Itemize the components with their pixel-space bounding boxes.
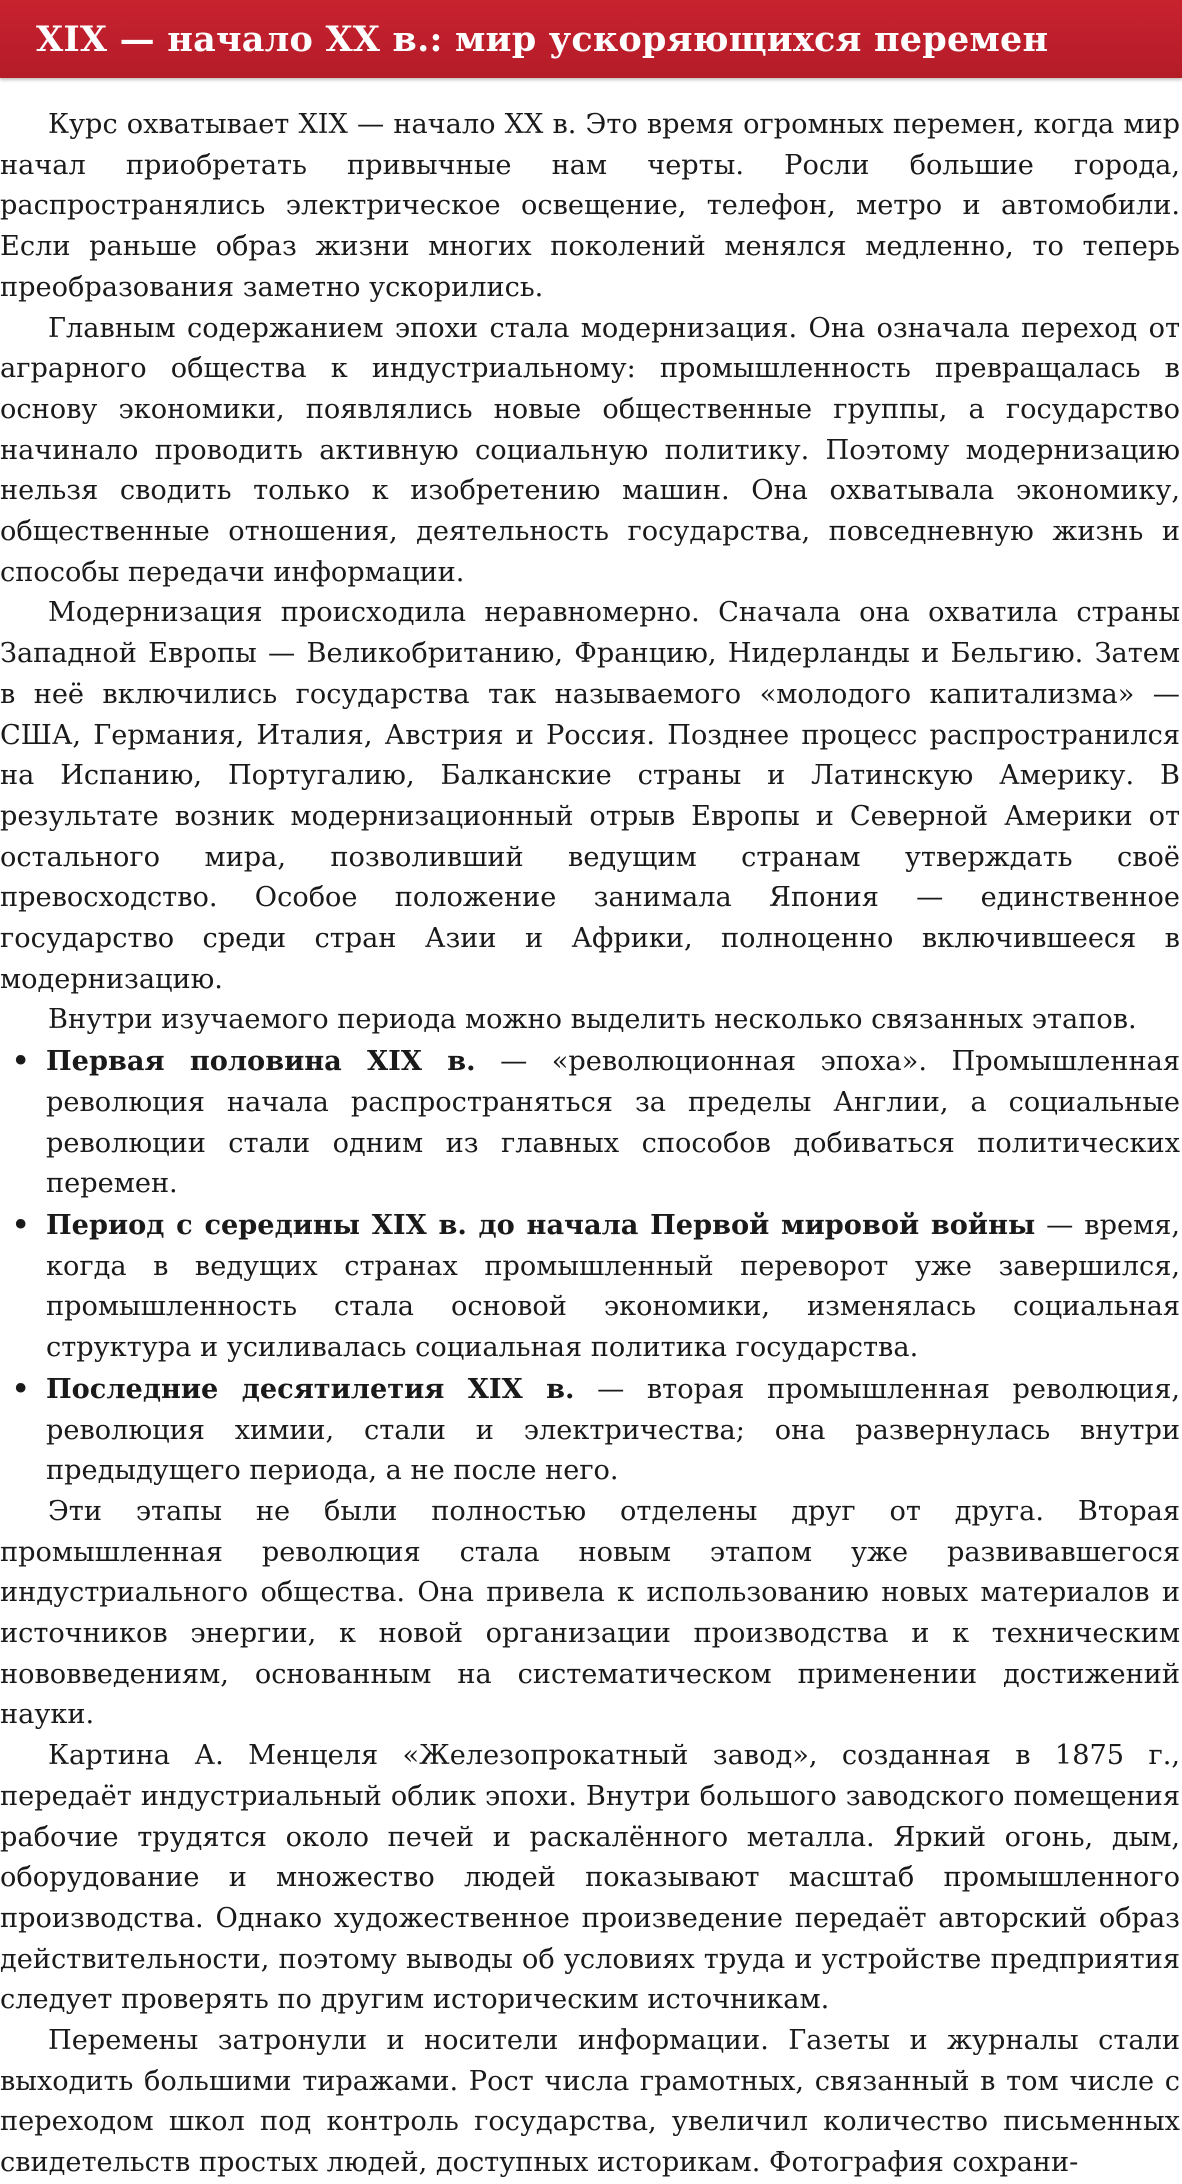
paragraph: Перемены затронули и носители информации. Газеты и журналы стали выходить большими тиражами. Рост числа грамотных, связанный в том числе с переходом школ под контроль государства, увеличил количество письменных свидетельств простых людей, доступных историкам. Фотография сохрани- <box>0 2025 1180 2179</box>
section-title: XIX — начало XX в.: мир ускоряющихся перемен <box>36 18 1049 60</box>
bullet-icon: • <box>12 1045 30 1078</box>
list-item-lead: Период с середины XIX в. до начала Первой мировой войны <box>46 1208 1036 1241</box>
list-item-text: — вторая промышленная революция, революция химии, стали и электричества; она развернулась внутри предыдущего периода, а не после него. <box>46 1373 1180 1487</box>
paragraph: Модернизация происходила неравномерно. Сначала она охватила страны Западной Европы — Великобританию, Францию, Нидерланды и Бельгию. Затем в неё включились государства так называемого «молодого капитализма» — США, Германия, Италия, Австрия и Россия. Позднее процесс распространился на Испанию, Португалию, Балканские страны и Латинскую Америку. В результате возник модернизационный отрыв Европы и Северной Америки от остального мира, позволивший ведущим странам утверждать своё превосходство. Особое положение занимала Япония — единственное государство среди стран Азии и Африки, полноценно включившееся в модернизацию. <box>0 597 1180 995</box>
list-item <box>0 1041 1180 1205</box>
period-list <box>0 1041 1180 1492</box>
paragraph: Картина А. Менцеля «Железопрокатный завод», созданная в 1875 г., передаёт индустриальный облик эпохи. Внутри большого заводского помещения рабочие трудятся около печей и раскалённого металла. Яркий огонь, дым, оборудование и множество людей показывают масштаб промышленного производства. Однако художественное произведение передаёт авторский образ действительности, поэтому выводы об условиях труда и устройстве предприятия следует проверять по другим историческим источникам. <box>0 1740 1180 2016</box>
list-item <box>0 1205 1180 1369</box>
paragraph: Эти этапы не были полностью отделены друг от друга. Вторая промышленная революция стала новым этапом уже развивавшегося индустриального общества. Она привела к использованию новых материалов и источников энергии, к новой организации производства и к техническим нововведениям, основанным на систематическом применении достижений науки. <box>0 1495 1180 1731</box>
main-text <box>0 105 1180 2184</box>
section-header-bar <box>0 0 1182 78</box>
list-item-lead: Первая половина XIX в. <box>46 1045 476 1078</box>
bullet-icon: • <box>12 1372 30 1405</box>
paragraph: Главным содержанием эпохи стала модернизация. Она означала переход от аграрного общества к индустриальному: промышленность превращалась в основу экономики, появлялись новые общественные группы, а государство начинало проводить активную социальную политику. Поэтому модернизацию нельзя сводить только к изобретению машин. Она охватывала экономику, общественные отношения, деятельность государства, повседневную жизнь и способы передачи информации. <box>0 312 1180 588</box>
list-item-lead: Последние десятилетия XIX в. <box>46 1372 575 1405</box>
list-item-text: — время, когда в ведущих странах промышленный переворот уже завершился, промышленность стала основой экономики, изменялась социальная структура и усиливалась социальная политика государства. <box>46 1209 1181 1364</box>
list-item-text: — «революционная эпоха». Промышленная революция начала распространяться за пределы Англии, а социальные революции стали одним из главных способов добиваться политических перемен. <box>46 1046 1180 1200</box>
paragraph: Курс охватывает XIX — начало XX в. Это время огромных перемен, когда мир начал приобретать привычные нам черты. Росли большие города, распространялись электрическое освещение, телефон, метро и автомобили. Если раньше образ жизни многих поколений менялся медленно, то теперь преобразования заметно ускорились. <box>0 109 1180 303</box>
bullet-icon: • <box>12 1208 30 1241</box>
list-item <box>0 1369 1180 1492</box>
paragraph: Внутри изучаемого периода можно выделить несколько связанных этапов. <box>48 1004 1137 1036</box>
